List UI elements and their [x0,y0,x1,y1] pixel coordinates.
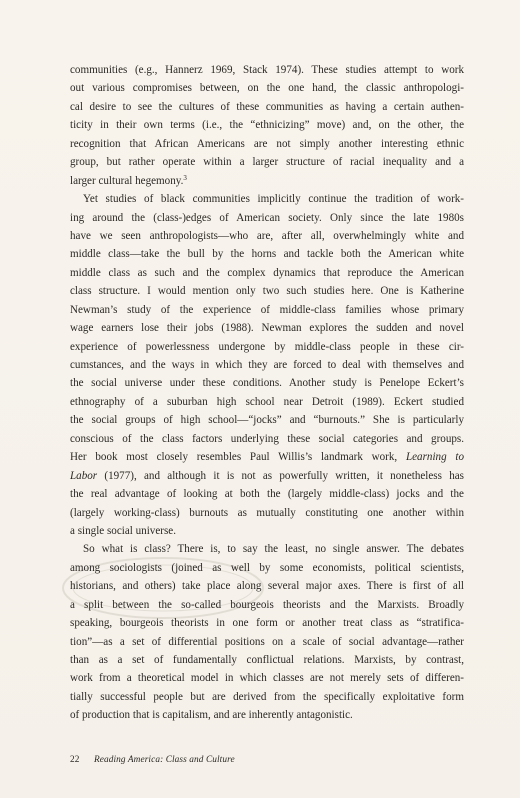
book-title: Labor [70,469,98,482]
text-line: the social universe under these conditions. Another study is Penelope Eckert’s [70,377,464,390]
text-line: Yet studies of black communities implicitly continue the tradition of work- [83,193,464,206]
text-line: Her book most closely resembles Paul Willis’s landmark work, Learning to [70,451,464,464]
paragraph-3 [70,540,464,724]
text-line: speaking, bourgeois theorists in one form or another treat class as “stratifica- [70,617,464,630]
text-line: historians, and others) take place along several major axes. There is first of all [70,580,464,593]
text-line: a split between the so-called bourgeois theorists and the Marxists. Broadly [70,598,464,611]
text-line: work from a theoretical model in which classes are not merely sets of differen- [70,672,464,685]
text-line: ticity in their own terms (i.e., the “ethnicizing” move) and, on the other, the [70,119,464,132]
page-footer [70,755,235,765]
text-line: Labor (1977), and although it is not as powerfully written, it nonetheless has [70,469,464,482]
text-line: the social groups of high school—“jocks” and “burnouts.” She is particularly [70,414,464,427]
text-line: tially successful people but are derived from the specifically exploitative form [70,690,464,703]
text-line: cumstances, and the ways in which they are forced to deal with themselves and [70,359,464,371]
text-line: the real advantage of looking at both the (largely middle-class) jocks and the [70,488,464,501]
text-line: conscious of the class factors underlying these social categories and groups. [70,432,464,445]
text-line: So what is class? There is, to say the least, no single answer. The debates [83,543,464,556]
text-line: recognition that African Americans are not simply another interesting ethnic [70,137,464,150]
body-text [70,61,464,725]
text-line: middle class—take the bull by the horns and tackle both the American white [70,248,464,261]
text-line-content: larger cultural hegemony. [70,174,184,187]
paragraph-2 [70,190,464,540]
text-line: than as a set of fundamentally conflictual relations. Marxists, by contrast, [70,654,464,666]
text-line: tion”—as a set of differential positions on a scale of social advantage—rather [70,635,464,648]
text-line: cal desire to see the cultures of these communities as having a certain authen- [70,100,464,113]
text-line: a single social universe. [70,524,176,537]
text-line: class structure. I would mention only two such studies here. One is Katherine [70,285,464,298]
text-line [70,172,464,190]
text-line: group, but rather operate within a larger structure of racial inequality and a [70,156,464,169]
text-line: of production that is capitalism, and are inherently antagonistic. [70,709,353,722]
text-line: ethnography of a suburban high school near Detroit (1989). Eckert studied [70,395,464,408]
book-title: Learning to [405,451,464,464]
text-line: middle class as such and the complex dynamics that reproduce the American [70,266,464,279]
text-line: Newman’s study of the experience of middle-class families whose primary [70,303,464,316]
text-line: (largely working-class) burnouts as mutually constituting one another within [70,506,464,519]
text-line: wage earners lose their jobs (1988). Newman explores the sudden and novel [70,322,464,335]
text-line: ing around the (class-)edges of American society. Only since the late 1980s [70,211,464,224]
running-title: Reading America: Class and Culture [93,755,235,765]
text-line: have we seen anthropologists—who are, after all, overwhelmingly white and [70,229,464,242]
paragraph-1 [70,61,464,190]
footnote-marker[interactable]: 3 [183,173,187,182]
page-number: 22 [70,755,80,765]
text-line: communities (e.g., Hannerz 1969, Stack 1974). These studies attempt to work [70,64,464,76]
text-line: among sociologists (joined as well by some economists, political scientists, [70,561,464,574]
text-line: out various compromises between, on the one hand, the classic anthropologi- [70,82,464,95]
text-line: experience of powerlessness undergone by middle-class people in these cir- [70,340,464,353]
